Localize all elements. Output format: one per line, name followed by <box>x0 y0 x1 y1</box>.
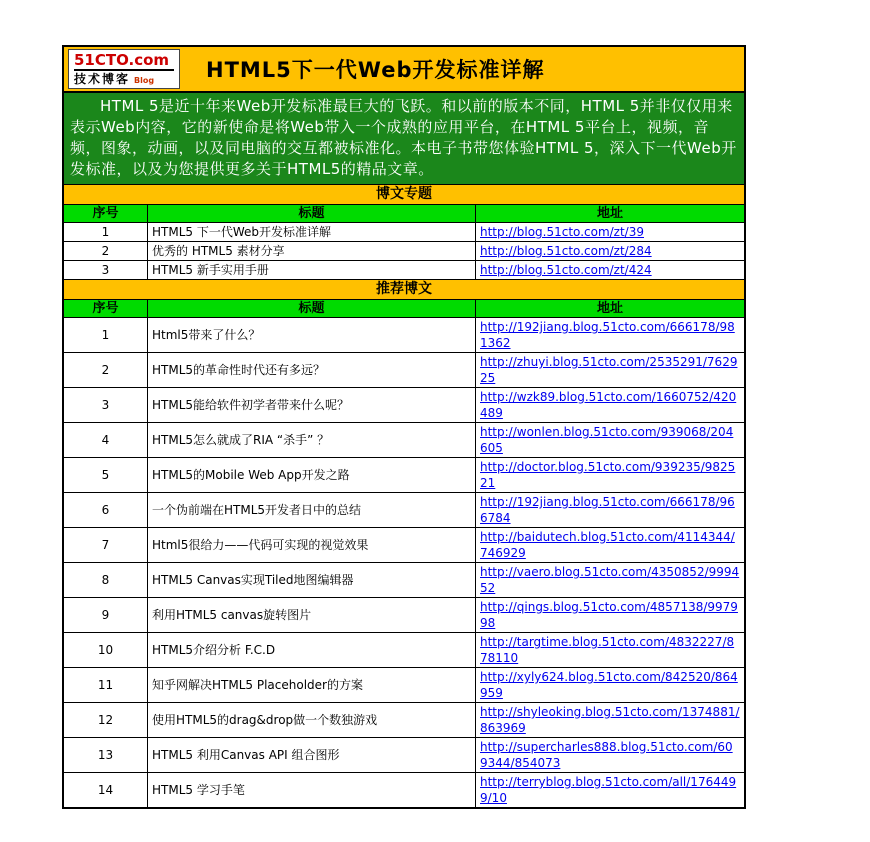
recommended-section <box>64 280 744 807</box>
row-number: 4 <box>64 423 148 457</box>
table-row <box>64 633 744 668</box>
topics-section-title: 博文专题 <box>64 185 744 205</box>
row-title: HTML5的Mobile Web App开发之路 <box>148 458 476 492</box>
table-row <box>64 458 744 493</box>
column-header-no: 序号 <box>64 205 148 222</box>
table-row <box>64 223 744 242</box>
table-row <box>64 563 744 598</box>
row-title: Html5带来了什么？ <box>148 318 476 352</box>
row-number: 13 <box>64 738 148 772</box>
row-url-cell <box>476 563 744 597</box>
column-header-title: 标题 <box>148 205 476 222</box>
row-number: 3 <box>64 388 148 422</box>
table-row <box>64 423 744 458</box>
row-url-link[interactable]: http://terryblog.blog.51cto.com/all/1764499/10 <box>480 775 737 805</box>
row-number: 14 <box>64 773 148 807</box>
row-number: 6 <box>64 493 148 527</box>
row-url-cell <box>476 493 744 527</box>
logo-subtitle-row <box>74 71 174 86</box>
table-row <box>64 493 744 528</box>
row-url-link[interactable]: http://xyly624.blog.51cto.com/842520/864959 <box>480 670 738 700</box>
row-url-link[interactable]: http://supercharles888.blog.51cto.com/609344/854073 <box>480 740 733 770</box>
row-url-link[interactable]: http://wzk89.blog.51cto.com/1660752/420489 <box>480 390 737 420</box>
table-row <box>64 318 744 353</box>
row-number: 11 <box>64 668 148 702</box>
row-url-cell <box>476 773 744 807</box>
page-title: HTML5下一代Web开发标准详解 <box>206 58 545 82</box>
logo-text: 51CTO.com <box>74 52 174 71</box>
table-row <box>64 598 744 633</box>
table-row <box>64 388 744 423</box>
row-url-link[interactable]: http://blog.51cto.com/zt/39 <box>480 225 644 239</box>
row-title: 使用HTML5的drag&drop做一个数独游戏 <box>148 703 476 737</box>
table-row <box>64 703 744 738</box>
row-number: 2 <box>64 242 148 260</box>
row-url-link[interactable]: http://qings.blog.51cto.com/4857138/997998 <box>480 600 738 630</box>
row-title: HTML5怎么就成了RIA “杀手” ？ <box>148 423 476 457</box>
row-title: HTML5介绍分析 F.C.D <box>148 633 476 667</box>
row-title: HTML5 新手实用手册 <box>148 261 476 279</box>
row-title: HTML5 利用Canvas API 组合图形 <box>148 738 476 772</box>
row-title: 一个伪前端在HTML5开发者日中的总结 <box>148 493 476 527</box>
table-row <box>64 668 744 703</box>
recommended-section-title: 推荐博文 <box>64 280 744 300</box>
row-number: 3 <box>64 261 148 279</box>
row-title: HTML5能给软件初学者带来什么呢？ <box>148 388 476 422</box>
logo-subtitle: 技术博客 <box>74 72 131 86</box>
row-url-cell <box>476 318 744 352</box>
row-url-link[interactable]: http://wonlen.blog.51cto.com/939068/204605 <box>480 425 734 455</box>
row-url-cell <box>476 668 744 702</box>
row-title: 优秀的 HTML5 素材分享 <box>148 242 476 260</box>
row-url-cell <box>476 223 744 241</box>
row-url-link[interactable]: http://targtime.blog.51cto.com/4832227/878110 <box>480 635 735 665</box>
column-header-no: 序号 <box>64 300 148 317</box>
row-url-link[interactable]: http://zhuyi.blog.51cto.com/2535291/762925 <box>480 355 738 385</box>
column-header-url: 地址 <box>476 300 744 317</box>
logo-blog-label: Blog <box>134 76 155 85</box>
row-number: 2 <box>64 353 148 387</box>
row-url-cell <box>476 261 744 279</box>
row-url-link[interactable]: http://baidutech.blog.51cto.com/4114344/746929 <box>480 530 735 560</box>
row-url-cell <box>476 388 744 422</box>
table-row <box>64 353 744 388</box>
row-number: 1 <box>64 318 148 352</box>
row-url-link[interactable]: http://192jiang.blog.51cto.com/666178/981362 <box>480 320 735 350</box>
table-row <box>64 738 744 773</box>
row-url-link[interactable]: http://blog.51cto.com/zt/284 <box>480 244 652 258</box>
row-number: 10 <box>64 633 148 667</box>
row-url-cell <box>476 633 744 667</box>
row-url-link[interactable]: http://vaero.blog.51cto.com/4350852/999452 <box>480 565 740 595</box>
table-row <box>64 261 744 280</box>
row-number: 5 <box>64 458 148 492</box>
row-url-cell <box>476 353 744 387</box>
row-title: HTML5 Canvas实现Tiled地图编辑器 <box>148 563 476 597</box>
51cto-logo <box>68 49 180 89</box>
row-number: 9 <box>64 598 148 632</box>
row-title: HTML5 下一代Web开发标准详解 <box>148 223 476 241</box>
table-row <box>64 773 744 807</box>
row-url-cell <box>476 242 744 260</box>
intro-paragraph: HTML 5是近十年来Web开发标准最巨大的飞跃。和以前的版本不同，HTML 5并非仅仅用来表示Web内容，它的新使命是将Web带入一个成熟的应用平台，在HTML 5平台上，视频，音频，图象，动画，以及同电脑的交互都被标准化。本电子书带您体验HTML 5，深入下一代Web开发标准，以及为您提供更多关于HTML5的精品文章。 <box>64 93 744 185</box>
row-url-cell <box>476 738 744 772</box>
row-title: HTML5 学习手笔 <box>148 773 476 807</box>
topics-section <box>64 185 744 280</box>
table-row <box>64 242 744 261</box>
row-number: 12 <box>64 703 148 737</box>
row-url-cell <box>476 703 744 737</box>
row-url-cell <box>476 598 744 632</box>
row-url-link[interactable]: http://192jiang.blog.51cto.com/666178/966784 <box>480 495 735 525</box>
document-sheet <box>62 45 746 809</box>
row-title: HTML5的革命性时代还有多远？ <box>148 353 476 387</box>
column-header-title: 标题 <box>148 300 476 317</box>
topics-header-row <box>64 205 744 223</box>
row-title: Html5很给力——代码可实现的视觉效果 <box>148 528 476 562</box>
row-number: 8 <box>64 563 148 597</box>
row-url-link[interactable]: http://shyleoking.blog.51cto.com/1374881/863969 <box>480 705 740 735</box>
header-bar <box>64 47 744 93</box>
row-number: 1 <box>64 223 148 241</box>
row-number: 7 <box>64 528 148 562</box>
row-url-cell <box>476 528 744 562</box>
column-header-url: 地址 <box>476 205 744 222</box>
row-url-link[interactable]: http://blog.51cto.com/zt/424 <box>480 263 652 277</box>
row-title: 利用HTML5 canvas旋转图片 <box>148 598 476 632</box>
row-url-link[interactable]: http://doctor.blog.51cto.com/939235/982521 <box>480 460 736 490</box>
table-row <box>64 528 744 563</box>
row-url-cell <box>476 423 744 457</box>
row-title: 知乎网解决HTML5 Placeholder的方案 <box>148 668 476 702</box>
row-url-cell <box>476 458 744 492</box>
recommended-header-row <box>64 300 744 318</box>
